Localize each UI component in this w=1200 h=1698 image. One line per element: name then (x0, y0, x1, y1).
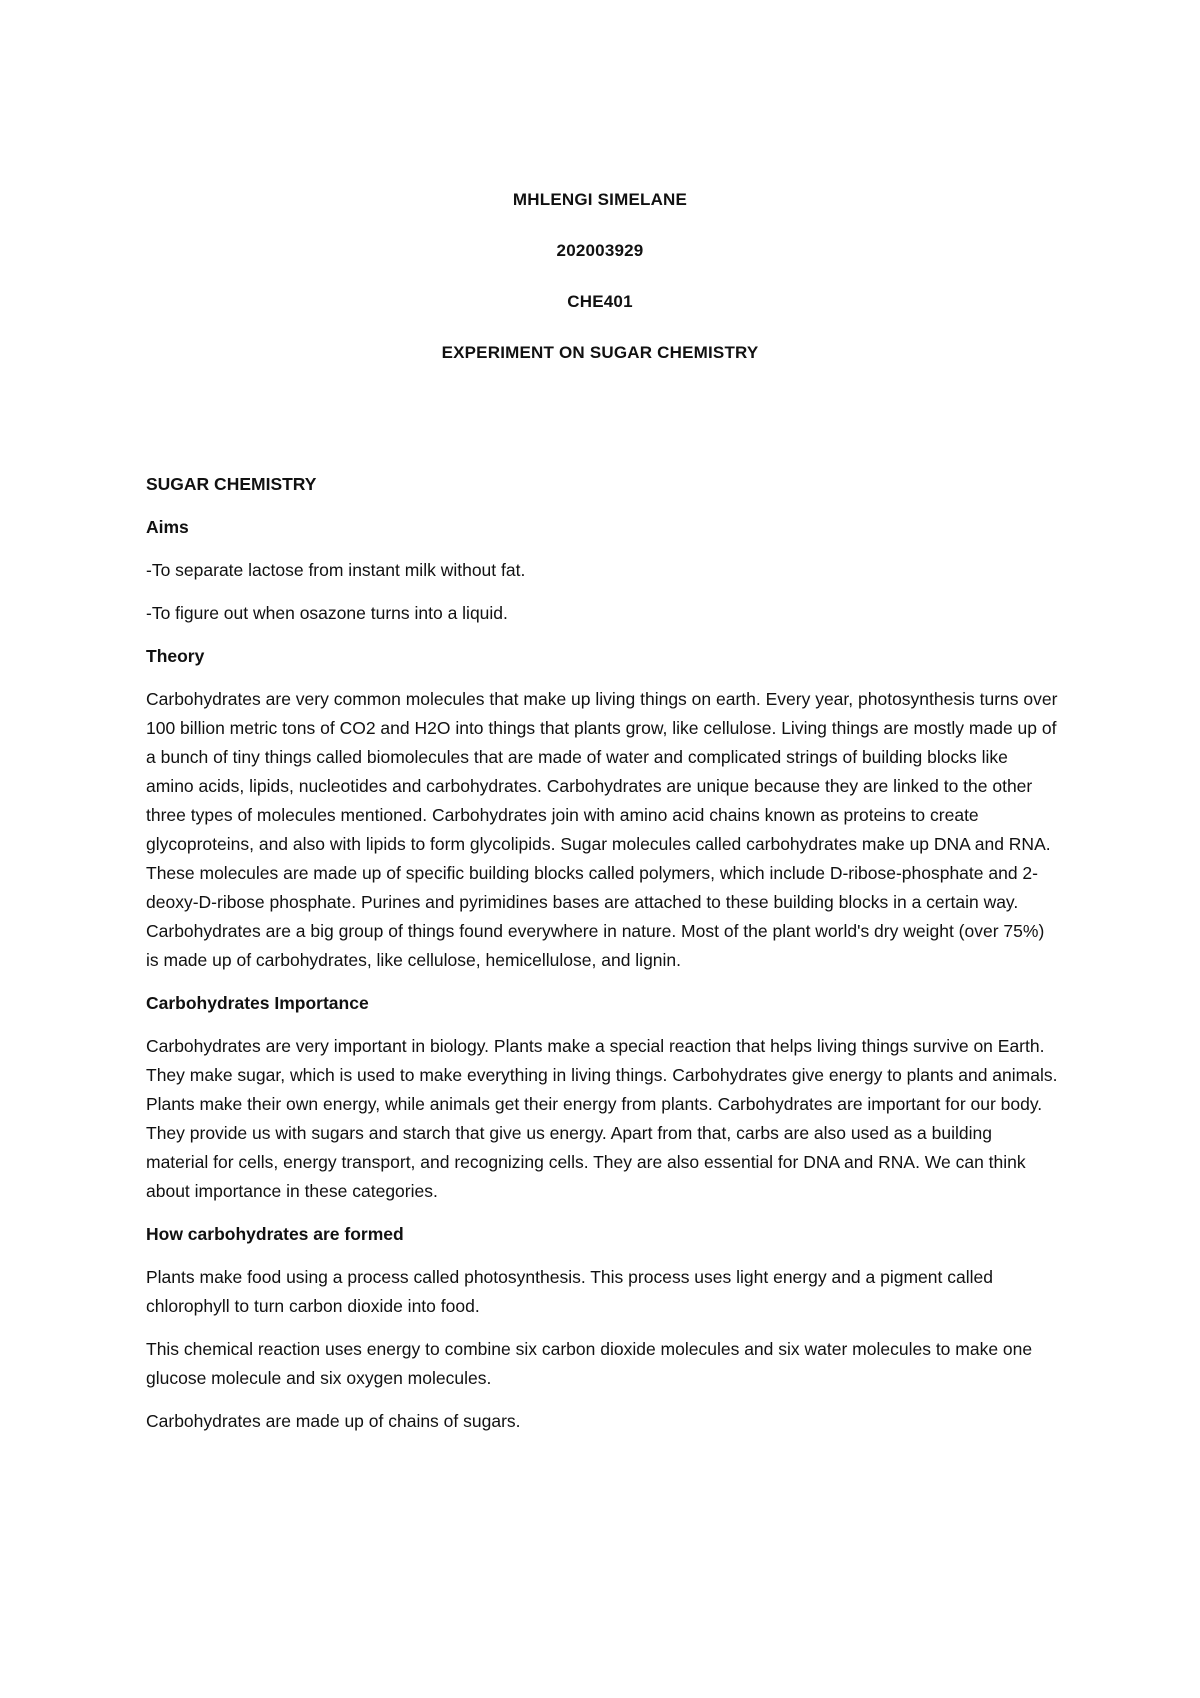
theory-heading: Theory (146, 646, 205, 666)
aim-item: -To separate lactose from instant milk without fat. (146, 560, 526, 580)
formation-paragraph: Plants make food using a process called photosynthesis. This process uses light energy and a pigment called chlorophyll to turn carbon dioxide into food. (146, 1267, 993, 1316)
section-title: SUGAR CHEMISTRY (146, 474, 317, 494)
importance-heading: Carbohydrates Importance (146, 993, 369, 1013)
formation-paragraph: Carbohydrates are made up of chains of sugars. (146, 1411, 521, 1431)
student-number: 202003929 (556, 241, 644, 260)
author-name: MHLENGI SIMELANE (512, 190, 688, 209)
importance-paragraph: Carbohydrates are very important in biology. Plants make a special reaction that helps living things survive on Earth. They make sugar, which is used to make everything in living things. Carbohydrates give energy to plants and animals. Plants make their own energy, while animals get their energy from plants. Carbohydrates are important for our body. They provide us with sugars and starch that give us energy. Apart from that, carbs are also used as a building material for cells, energy transport, and recognizing cells. They are also essential for DNA and RNA. We can think about importance in these categories. (146, 1036, 1058, 1201)
formation-heading: How carbohydrates are formed (146, 1224, 404, 1244)
document-body (146, 470, 1058, 1450)
formation-paragraph: This chemical reaction uses energy to combine six carbon dioxide molecules and six water molecules to make one glucose molecule and six oxygen molecules. (146, 1339, 1033, 1388)
course-code: CHE401 (567, 292, 633, 311)
aim-item: -To figure out when osazone turns into a liquid. (146, 603, 508, 623)
report-title: EXPERIMENT ON SUGAR CHEMISTRY (441, 343, 759, 362)
aims-heading: Aims (146, 517, 189, 537)
document-header (0, 190, 1200, 394)
theory-paragraph: Carbohydrates are very common molecules that make up living things on earth. Every year, photosynthesis turns over 100 billion metric tons of CO2 and H2O into things that plants grow, like cellulose. Living things are mostly made up of a bunch of tiny things called biomolecules that are made of water and complicated strings of building blocks like amino acids, lipids, nucleotides and carbohydrates. Carbohydrates are unique because they are linked to the other three types of molecules mentioned. Carbohydrates join with amino acid chains known as proteins to create glycoproteins, and also with lipids to form glycolipids. Sugar molecules called carbohydrates make up DNA and RNA. These molecules are made up of specific building blocks called polymers, which include D-ribose-phosphate and 2-deoxy-D-ribose phosphate. Purines and pyrimidines bases are attached to these building blocks in a certain way. Carbohydrates are a big group of things found everywhere in nature. Most of the plant world's dry weight (over 75%) is made up of carbohydrates, like cellulose, hemicellulose, and lignin. (146, 689, 1058, 970)
